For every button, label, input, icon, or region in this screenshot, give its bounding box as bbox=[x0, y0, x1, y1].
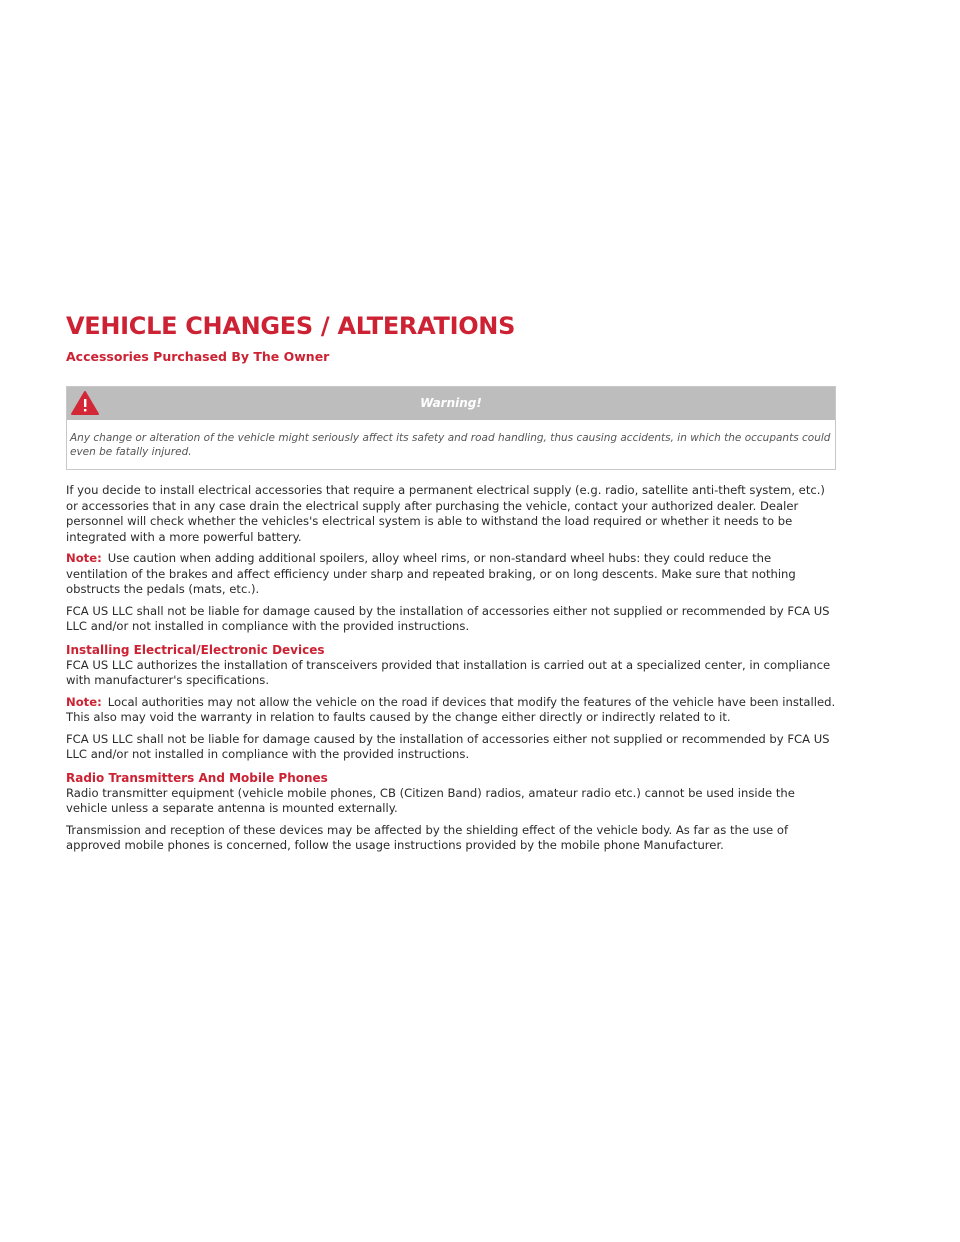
warning-text: Any change or alteration of the vehicle might seriously affect its safety and road handling, thus causing accidents, in which the occupants could even be fatally injured. bbox=[70, 432, 831, 458]
note-label: Note: bbox=[66, 694, 102, 709]
page-title: VEHICLE CHANGES / ALTERATIONS bbox=[66, 312, 516, 340]
note-local-authorities bbox=[66, 695, 836, 726]
content bbox=[66, 310, 836, 854]
note-spoilers bbox=[66, 551, 836, 598]
warning-box bbox=[66, 386, 836, 470]
note-label: Note: bbox=[66, 551, 102, 565]
note-text: Use caution when adding additional spoilers, alloy wheel rims, or non-standard wheel hubs: they could reduce the ventilation of the brakes and affect efficiency under sharp and repeated braking, or on long descents. Make sure that nothing obstructs the pedals (mats, etc.). bbox=[66, 551, 796, 596]
paragraph-liability-2: FCA US LLC shall not be liable for damage caused by the installation of accessories either not supplied or recommended by FCA US LLC and/or not installed in compliance with the provided instructions. bbox=[66, 731, 830, 761]
section-heading-radio: Radio Transmitters And Mobile Phones bbox=[66, 770, 328, 785]
warning-title: Warning! bbox=[420, 396, 482, 410]
note-text: Local authorities may not allow the vehicle on the road if devices that modify the features of the vehicle have been installed. This also may void the warranty in relation to faults caused by the change either directly or indirectly related to it. bbox=[66, 694, 836, 724]
paragraph-electrical-accessories: If you decide to install electrical accessories that require a permanent electrical supply (e.g. radio, satellite anti-theft system, etc.) or accessories that in any case drain the electrical supply after purchasing the vehicle, contact your authorized dealer. Dealer personnel will check whether the vehicles's electrical system is able to withstand the load required or whether it needs to be integrated with a more powerful battery. bbox=[66, 483, 825, 544]
warning-header bbox=[67, 387, 835, 420]
paragraph-radio-equipment: Radio transmitter equipment (vehicle mobile phones, CB (Citizen Band) radios, amateur radio etc.) cannot be used inside the vehicle unless a separate antenna is mounted externally. bbox=[66, 785, 795, 815]
section-subtitle: Accessories Purchased By The Owner bbox=[66, 349, 330, 364]
paragraph-transceivers: FCA US LLC authorizes the installation of transceivers provided that installation is carried out at a specialized center, in compliance with manufacturer's specifications. bbox=[66, 657, 831, 687]
paragraph-liability: FCA US LLC shall not be liable for damage caused by the installation of accessories either not supplied or recommended by FCA US LLC and/or not installed in compliance with the provided instructions. bbox=[66, 603, 830, 633]
paragraph-transmission: Transmission and reception of these devices may be affected by the shielding effect of the vehicle body. As far as the use of approved mobile phones is concerned, follow the usage instructions provided by the mobile phone Manufacturer. bbox=[66, 822, 789, 852]
section-heading-electrical: Installing Electrical/Electronic Devices bbox=[66, 642, 325, 657]
warning-triangle-icon bbox=[70, 390, 100, 416]
